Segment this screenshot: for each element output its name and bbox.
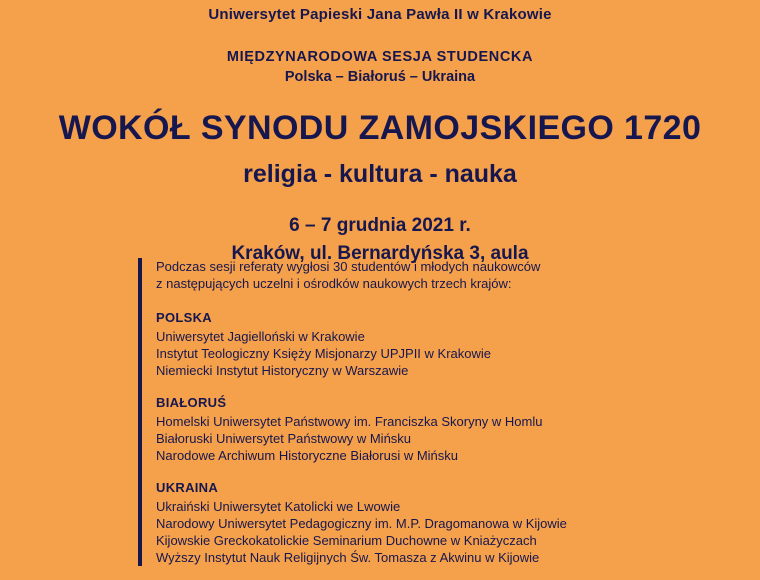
institution-item: Homelski Uniwersytet Państwowy im. Franciszka Skoryny w Homlu	[156, 414, 543, 429]
country-group-label: UKRAINA	[156, 480, 219, 495]
session-type: MIĘDZYNARODOWA SESJA STUDENCKA	[226, 49, 534, 65]
institution-item: Instytut Teologiczny Księży Misjonarzy UPJPII w Krakowie	[156, 346, 491, 361]
event-date: 6 – 7 grudnia 2021 r.	[289, 215, 471, 236]
institution-item: Białoruski Uniwersytet Państwowy w Mińsku	[156, 431, 412, 446]
country-group-bialorus	[156, 395, 698, 464]
country-group-ukraina	[156, 480, 698, 566]
institution-item: Niemiecki Instytut Historyczny w Warszawie	[156, 363, 409, 378]
intro-line-2: z następujących uczelni i ośrodków naukowych trzech krajów:	[156, 276, 512, 291]
intro-text	[156, 258, 698, 292]
country-group-polska	[156, 310, 698, 379]
country-group-label: POLSKA	[156, 310, 212, 325]
institution-item: Ukraiński Uniwersytet Katolicki we Lwowie	[156, 499, 401, 514]
institution-item: Wyższy Instytut Nauk Religijnych Św. Tomasza z Akwinu w Kijowie	[156, 550, 540, 565]
intro-line-1: Podczas sesji referaty wygłosi 30 studentów i młodych naukowców	[156, 259, 541, 274]
participants-block	[138, 258, 698, 566]
country-group-label: BIAŁORUŚ	[156, 395, 227, 410]
event-location: Kraków, ul. Bernardyńska 3, aula	[231, 243, 529, 264]
institution-item: Kijowskie Greckokatolickie Seminarium Duchowne w Kniażyczach	[156, 533, 537, 548]
poster-header	[0, 0, 760, 265]
institution-item: Uniwersytet Jagielloński w Krakowie	[156, 329, 365, 344]
institution-item: Narodowe Archiwum Historyczne Białorusi w Mińsku	[156, 448, 458, 463]
participating-countries: Polska – Białoruś – Ukraina	[284, 69, 476, 85]
institution-item: Narodowy Uniwersytet Pedagogiczny im. M.P. Dragomanowa w Kijowie	[156, 516, 567, 531]
page-title: WOKÓŁ SYNODU ZAMOJSKIEGO 1720	[58, 109, 702, 147]
page-subtitle: religia - kultura - nauka	[243, 160, 517, 188]
organizing-university: Uniwersytet Papieski Jana Pawła II w Krakowie	[208, 6, 552, 23]
